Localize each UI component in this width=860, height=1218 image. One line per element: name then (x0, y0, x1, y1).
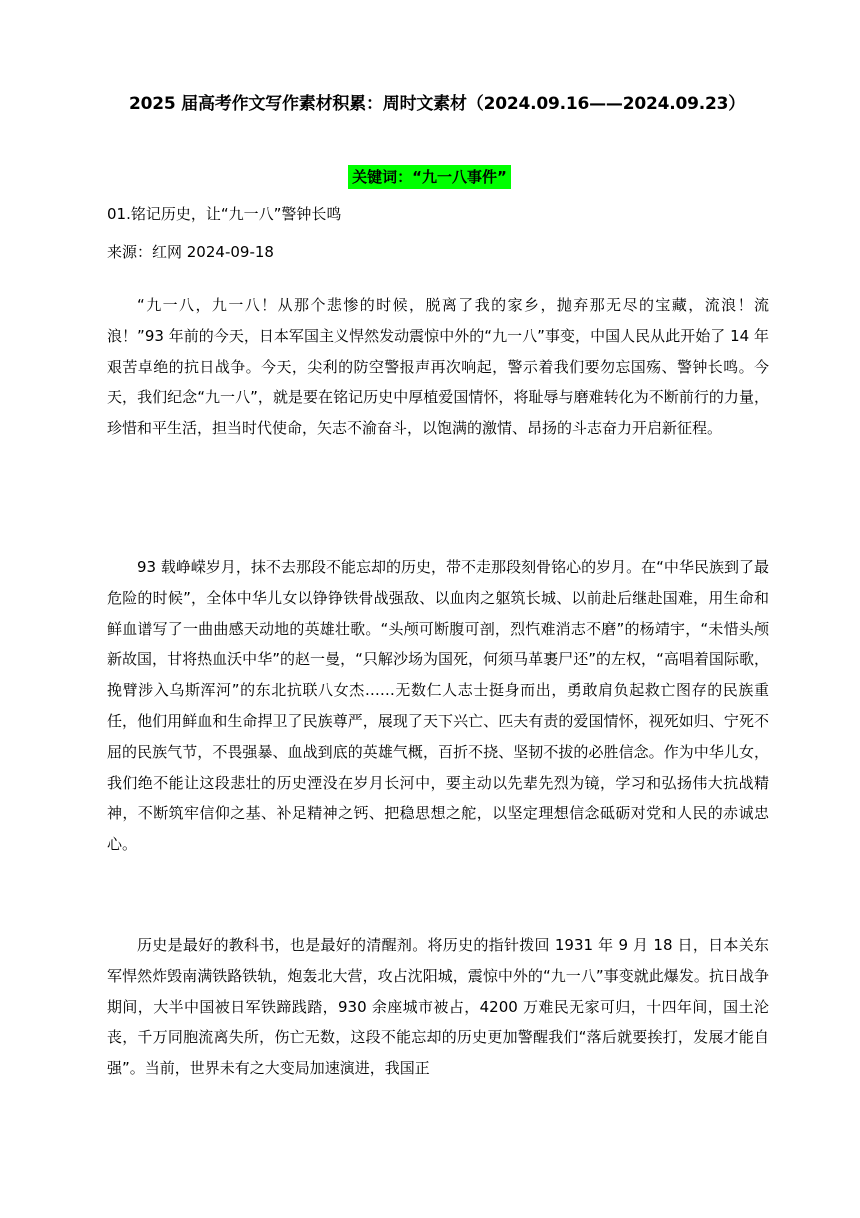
article-source: 来源：红网 2024-09-18 (107, 243, 274, 261)
paragraph: 历史是最好的教科书，也是最好的清醒剂。将历史的指针拨回 1931 年 9 月 18 日，日本关东军悍然炸毁南满铁路铁轨，炮轰北大营，攻占沈阳城，震惊中外的“九一八”事变就此爆发。抗日战争期间，大半中国被日军铁蹄践踏，930 余座城市被占，4200 万难民无家可归，十四年间，国土沦丧，千万同胞流离失所，伤亡无数，这段不能忘却的历史更加警醒我们“落后就要挨打，发展才能自强”。当前，世界未有之大变局加速演进，我国正 (107, 936, 769, 1078)
keyword-line (107, 165, 752, 189)
document-title: 2025 届高考作文写作素材积累：周时文素材（2024.09.16——2024.09.23） (128, 94, 746, 114)
paragraph: “九一八，九一八！从那个悲惨的时候，脱离了我的家乡，抛弃那无尽的宝藏，流浪！流浪！”93 年前的今天，日本军国主义悍然发动震惊中外的“九一八”事变，中国人民从此开始了 14 年艰苦卓绝的抗日战争。今天，尖利的防空警报声再次响起，警示着我们要勿忘国殇、警钟长鸣。今天，我们纪念“九一八”，就是要在铭记历史中厚植爱国情怀，将耻辱与磨难转化为不断前行的力量，珍惜和平生活，担当时代使命，矢志不渝奋斗，以饱满的激情、昂扬的斗志奋力开启新征程。 (107, 296, 769, 438)
paragraph: 93 载峥嵘岁月，抹不去那段不能忘却的历史，带不走那段刻骨铭心的岁月。在“中华民族到了最危险的时候”，全体中华儿女以铮铮铁骨战强敌、以血肉之躯筑长城、以前赴后继赴国难，用生命和鲜血谱写了一曲曲感天动地的英雄壮歌。“头颅可断腹可剖，烈忾难消志不磨”的杨靖宇，“未惜头颅新故国，甘将热血沃中华”的赵一曼，“只解沙场为国死，何须马革裹尸还”的左权，“高唱着国际歌，挽臂涉入乌斯浑河”的东北抗联八女杰……无数仁人志士挺身而出，勇敢肩负起救亡图存的民族重任，他们用鲜血和生命捍卫了民族尊严，展现了天下兴亡、匹夫有责的爱国情怀，视死如归、宁死不屈的民族气节，不畏强暴、血战到底的英雄气概，百折不挠、坚韧不拔的必胜信念。作为中华儿女，我们绝不能让这段悲壮的历史湮没在岁月长河中，要主动以先辈先烈为镜，学习和弘扬伟大抗战精神，不断筑牢信仰之基、补足精神之钙、把稳思想之舵，以坚定理想信念砥砺对党和人民的赤诚忠心。 (107, 558, 769, 854)
article-title: 01.铭记历史，让“九一八”警钟长鸣 (107, 205, 342, 223)
keyword-highlight: 关键词：“九一八事件” (348, 165, 511, 189)
